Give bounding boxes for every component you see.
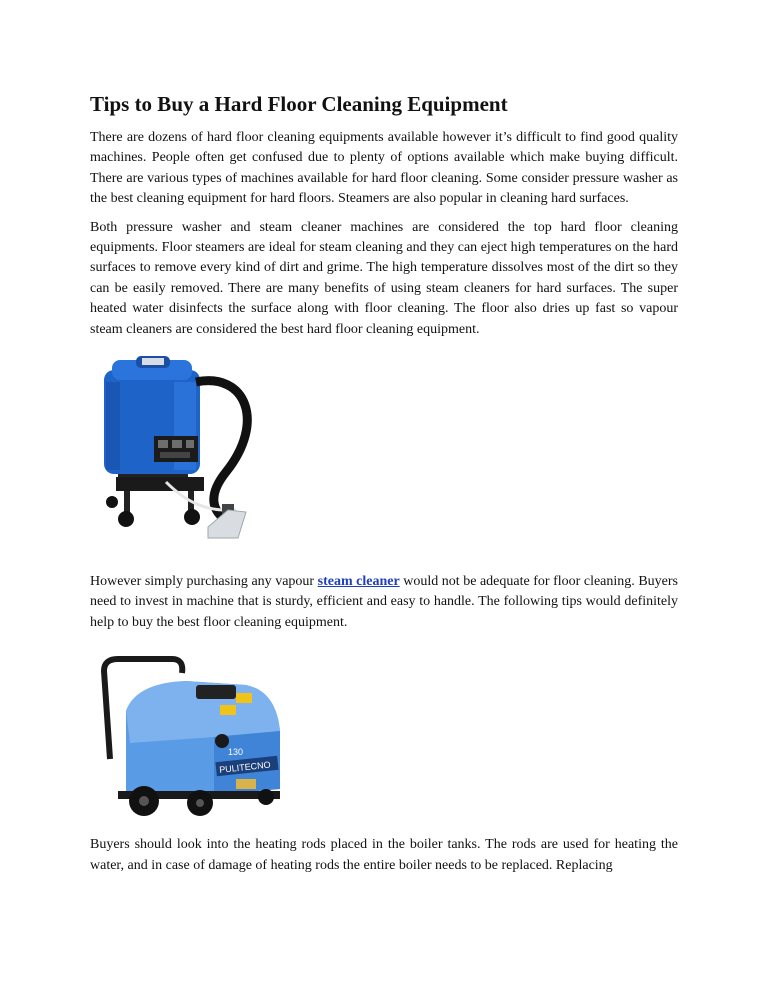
paragraph-3 xyxy=(90,572,678,633)
washer-brand-text: PULITECNO xyxy=(218,759,272,776)
pressure-washer-image xyxy=(96,651,286,821)
steam-cleaner-link[interactable]: steam cleaner xyxy=(317,574,400,590)
page-title: Tips to Buy a Hard Floor Cleaning Equipment xyxy=(90,92,508,116)
paragraph-1: There are dozens of hard floor cleaning equipments available however it’s difficult to find good quality machines. People often get confused due to plenty of options available which make buying difficult. There are various types of machines available for hard floor cleaning. Some consider pressure washer as the best cleaning equipment for hard floors. Steamers are also popular in cleaning hard surfaces. xyxy=(90,130,678,207)
paragraph-3-after: would not be adequate for floor cleaning. Buyers need to invest in machine that is sturdy, efficient and easy to handle. The following tips would definitely help to buy the best floor cleaning equipment. xyxy=(90,574,678,630)
document-body xyxy=(90,90,678,876)
washer-badge-text: 130 xyxy=(228,747,244,758)
paragraph-2: Both pressure washer and steam cleaner machines are considered the top hard floor cleaning equipments. Floor steamers are ideal for steam cleaning and they can eject high temperatures on the hard surfaces to remove every kind of dirt and grime. The high temperature dissolves most of the dirt so they can be easily removed. There are many benefits of using steam cleaners for hard surfaces. The super heated water disinfects the surface along with floor cleaning. The floor also dries up fast so vapour steam cleaners are considered the best hard floor cleaning equipment. xyxy=(90,219,678,337)
steam-cleaner-image xyxy=(96,352,286,552)
paragraph-3-before: However simply purchasing any vapour xyxy=(90,574,318,590)
paragraph-4: Buyers should look into the heating rods placed in the boiler tanks. The rods are used for heating the water, and in case of damage of heating rods the entire boiler needs to be replaced. Replacing xyxy=(90,837,678,873)
